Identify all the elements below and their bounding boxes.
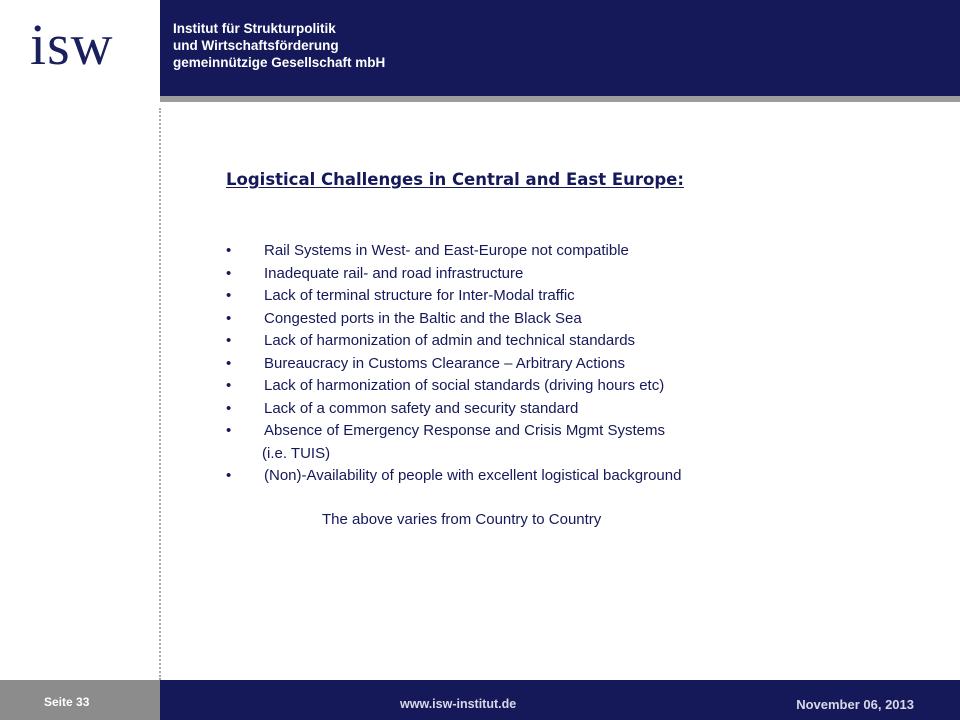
list-item-text: Lack of harmonization of admin and technical standards bbox=[264, 332, 636, 349]
logo-area bbox=[0, 0, 160, 96]
bullet-symbol: • bbox=[226, 399, 232, 417]
list-item-text: Rail Systems in West- and East-Europe not compatible bbox=[264, 242, 629, 259]
list-item bbox=[226, 308, 926, 331]
header-band bbox=[160, 0, 960, 96]
list-item-continuation: (i.e. TUIS) bbox=[262, 444, 331, 462]
list-item-text: Bureaucracy in Customs Clearance – Arbitrary Actions bbox=[264, 354, 625, 372]
page-number: Seite 33 bbox=[44, 695, 90, 709]
footer-date: November 06, 2013 bbox=[796, 697, 914, 712]
bullet-symbol: • bbox=[226, 354, 232, 372]
list-item-text: Absence of Emergency Response and Crisis Mgmt Systems bbox=[264, 422, 665, 439]
list-item bbox=[226, 375, 926, 398]
list-item-text: Lack of a common safety and security standard bbox=[264, 399, 579, 417]
organization-name bbox=[173, 20, 385, 71]
website-link[interactable]: www.isw-institut.de bbox=[400, 697, 517, 711]
bullet-symbol: • bbox=[226, 264, 232, 282]
bullet-symbol: • bbox=[226, 422, 232, 439]
dotted-side-line bbox=[159, 108, 161, 680]
list-item-text: Lack of terminal structure for Inter-Modal traffic bbox=[264, 287, 575, 304]
list-item bbox=[226, 465, 926, 488]
list-item bbox=[226, 353, 926, 376]
list-item-text: Inadequate rail- and road infrastructure bbox=[264, 264, 524, 282]
bullet-symbol: • bbox=[226, 309, 232, 327]
list-item-text: Lack of harmonization of social standards (driving hours etc) bbox=[264, 377, 665, 394]
bullet-symbol: • bbox=[226, 287, 232, 304]
list-item bbox=[226, 263, 926, 286]
list-item-text: Congested ports in the Baltic and the Black Sea bbox=[264, 309, 582, 327]
org-line-3: gemeinnützige Gesellschaft mbH bbox=[173, 55, 386, 70]
bullet-symbol: • bbox=[226, 377, 232, 394]
org-line-2: und Wirtschaftsförderung bbox=[173, 38, 339, 53]
header-divider bbox=[160, 96, 960, 102]
bullet-symbol: • bbox=[226, 242, 232, 259]
closing-note: The above varies from Country to Country bbox=[322, 511, 602, 528]
list-item bbox=[226, 420, 926, 465]
isw-logo: isw bbox=[30, 12, 114, 77]
list-item bbox=[226, 240, 926, 263]
org-line-1: Institut für Strukturpolitik bbox=[173, 21, 336, 36]
slide-title: Logistical Challenges in Central and East Europe: bbox=[226, 170, 684, 189]
list-item bbox=[226, 398, 926, 421]
bullet-symbol: • bbox=[226, 332, 232, 349]
list-item-text: (Non)-Availability of people with excellent logistical background bbox=[264, 467, 682, 484]
list-item bbox=[226, 285, 926, 308]
bullet-symbol: • bbox=[226, 467, 232, 484]
challenges-list bbox=[226, 240, 926, 488]
list-item bbox=[226, 330, 926, 353]
